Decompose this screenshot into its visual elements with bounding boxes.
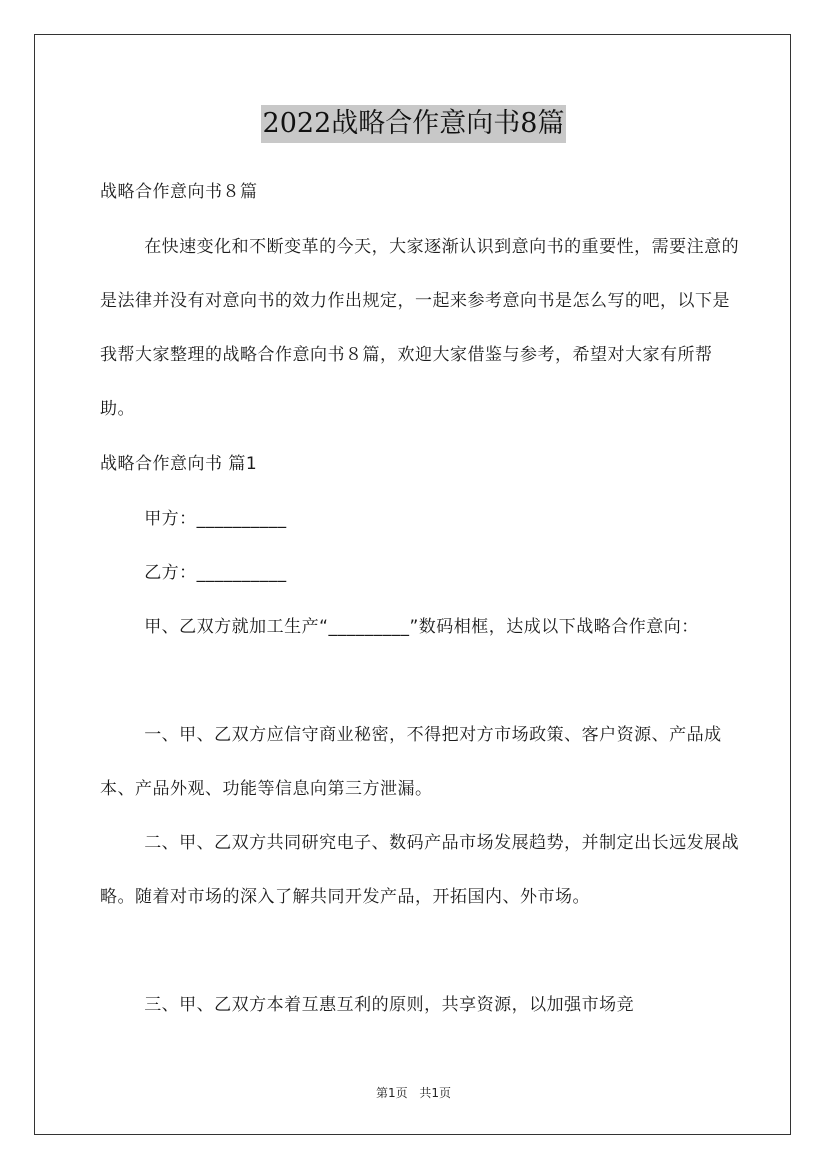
document-subtitle: 战略合作意向书８篇 <box>100 182 258 202</box>
clause-2-paragraph: 二、甲、乙双方共同研究电子、数码产品市场发展趋势，并制定出长远发展战略。随着对市场的深入了解共同开发产品，开拓国内、外市场。 <box>100 833 740 907</box>
page-number: 第1页 <box>375 1086 408 1100</box>
party-b-line: 乙方：__________ <box>144 563 287 583</box>
document-title <box>0 102 827 143</box>
page-footer <box>0 1084 827 1101</box>
page-total: 共1页 <box>419 1086 452 1100</box>
party-a-line: 甲方：__________ <box>144 509 287 529</box>
clause-3-paragraph: 三、甲、乙双方本着互惠互利的原则，共享资源，以加强市场竞 <box>144 995 635 1015</box>
intro-paragraph: 在快速变化和不断变革的今天，大家逐渐认识到意向书的重要性，需要注意的是法律并没有对意向书的效力作出规定，一起来参考意向书是怎么写的吧，以下是我帮大家整理的战略合作意向书８篇，欢迎大家借鉴与参考，希望对大家有所帮助。 <box>100 237 740 419</box>
agreement-paragraph: 甲、乙双方就加工生产“_________”数码相框，达成以下战略合作意向： <box>144 617 699 637</box>
clause-1-paragraph: 一、甲、乙双方应信守商业秘密，不得把对方市场政策、客户资源、产品成本、产品外观、功能等信息向第三方泄漏。 <box>100 725 722 799</box>
section-heading: 战略合作意向书 篇1 <box>100 454 258 474</box>
document-title-text: 2022战略合作意向书8篇 <box>261 105 567 143</box>
